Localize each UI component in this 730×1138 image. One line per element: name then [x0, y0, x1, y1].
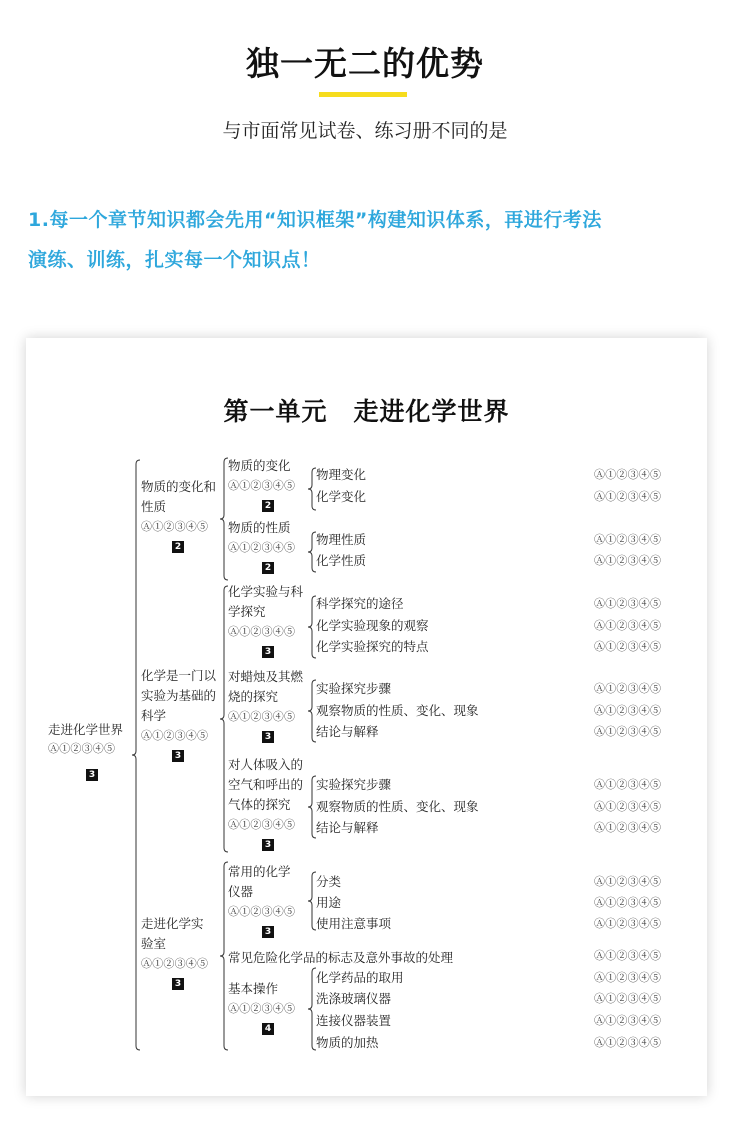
points-brace [308, 872, 316, 930]
root-label: 走进化学世界 [48, 722, 124, 737]
knowledge-point-code: Ⓐ①②③④⑤ [594, 468, 662, 481]
knowledge-point-code: Ⓐ①②③④⑤ [594, 640, 662, 653]
knowledge-point-code: Ⓐ①②③④⑤ [594, 800, 662, 813]
chapter-3-brace [220, 862, 228, 1050]
chapter-label-line: 实验为基础的 [141, 688, 217, 703]
points-brace [308, 968, 316, 1050]
knowledge-point-label: 结论与解释 [316, 724, 379, 739]
knowledge-point-label: 实验探究步骤 [316, 681, 392, 696]
difficulty-badge: 2 [172, 541, 184, 553]
knowledge-point-code: Ⓐ①②③④⑤ [594, 554, 662, 567]
section-label-line: 空气和呼出的 [228, 777, 304, 792]
section-label-line: 物质的性质 [228, 520, 291, 535]
difficulty-badge: 3 [262, 839, 274, 851]
knowledge-point-label: 物理变化 [316, 467, 367, 482]
knowledge-point-code: Ⓐ①②③④⑤ [594, 1036, 662, 1049]
knowledge-point-label: 连接仪器装置 [316, 1013, 392, 1028]
knowledge-point-code: Ⓐ①②③④⑤ [594, 704, 662, 717]
points-brace [308, 532, 316, 572]
difficulty-badge: 3 [262, 646, 274, 658]
difficulty-badge: 2 [262, 562, 274, 574]
chapter-code: Ⓐ①②③④⑤ [141, 520, 209, 533]
advantage-point-line-2: 演练、训练，扎实每一个知识点！ [28, 249, 321, 271]
headline: 独一无二的优势 [246, 44, 484, 83]
section-code: Ⓐ①②③④⑤ [228, 710, 296, 723]
section-label-line: 常用的化学 [228, 864, 291, 879]
section-code: Ⓐ①②③④⑤ [228, 818, 296, 831]
chapter-code: Ⓐ①②③④⑤ [141, 729, 209, 742]
knowledge-point-code: Ⓐ①②③④⑤ [594, 875, 662, 888]
section-label-line: 物质的变化 [228, 458, 291, 473]
section-code: Ⓐ①②③④⑤ [228, 905, 296, 918]
knowledge-point-code: Ⓐ①②③④⑤ [594, 896, 662, 909]
difficulty-badge: 2 [262, 500, 274, 512]
section-code: Ⓐ①②③④⑤ [228, 541, 296, 554]
knowledge-point-code: Ⓐ①②③④⑤ [594, 917, 662, 930]
difficulty-badge: 3 [86, 769, 98, 781]
knowledge-point-label: 化学变化 [316, 489, 367, 504]
difficulty-badge: 3 [172, 978, 184, 990]
knowledge-point-code: Ⓐ①②③④⑤ [594, 992, 662, 1005]
knowledge-point-label: 用途 [316, 895, 342, 910]
root-brace [132, 460, 140, 1050]
knowledge-point-code: Ⓐ①②③④⑤ [594, 949, 662, 962]
chapter-label-line: 性质 [141, 499, 167, 514]
chapter-label-line: 科学 [141, 708, 167, 723]
knowledge-point-label: 化学实验现象的观察 [316, 618, 429, 633]
section-code: Ⓐ①②③④⑤ [228, 625, 296, 638]
knowledge-point-label: 科学探究的途径 [316, 596, 404, 611]
knowledge-point-label: 物质的加热 [316, 1035, 379, 1050]
knowledge-point-label: 化学药品的取用 [316, 970, 404, 985]
points-brace [308, 776, 316, 838]
chapter-label-line: 走进化学实 [141, 916, 204, 931]
section-label-line: 常见危险化学品的标志及意外事故的处理 [228, 950, 454, 965]
knowledge-point-code: Ⓐ①②③④⑤ [594, 682, 662, 695]
knowledge-point-code: Ⓐ①②③④⑤ [594, 778, 662, 791]
knowledge-point-code: Ⓐ①②③④⑤ [594, 725, 662, 738]
section-code: Ⓐ①②③④⑤ [228, 479, 296, 492]
section-label-line: 对人体吸入的 [228, 757, 304, 772]
knowledge-point-label: 使用注意事项 [316, 916, 392, 931]
difficulty-badge: 4 [262, 1023, 274, 1035]
knowledge-point-code: Ⓐ①②③④⑤ [594, 971, 662, 984]
chapter-code: Ⓐ①②③④⑤ [141, 957, 209, 970]
knowledge-point-label: 化学实验探究的特点 [316, 639, 429, 654]
knowledge-point-label: 化学性质 [316, 553, 367, 568]
chapter-label-line: 验室 [141, 936, 167, 951]
section-label-line: 基本操作 [228, 981, 279, 996]
knowledge-point-label: 实验探究步骤 [316, 777, 392, 792]
section-label-line: 对蜡烛及其燃 [228, 669, 304, 684]
knowledge-point-label: 分类 [316, 874, 342, 889]
chapter-label-line: 化学是一门以 [141, 668, 217, 683]
knowledge-point-code: Ⓐ①②③④⑤ [594, 490, 662, 503]
section-label-line: 学探究 [228, 604, 266, 619]
difficulty-badge: 3 [262, 731, 274, 743]
knowledge-point-label: 结论与解释 [316, 820, 379, 835]
difficulty-badge: 3 [172, 750, 184, 762]
chapter-2-brace [220, 586, 228, 852]
difficulty-badge: 3 [262, 926, 274, 938]
knowledge-point-label: 洗涤玻璃仪器 [316, 991, 392, 1006]
root-code: Ⓐ①②③④⑤ [48, 742, 116, 755]
subtitle: 与市面常见试卷、练习册不同的是 [222, 120, 508, 142]
knowledge-point-code: Ⓐ①②③④⑤ [594, 821, 662, 834]
advantage-point-line-1: 1.每一个章节知识都会先用“知识框架”构建知识体系，再进行考法 [28, 209, 602, 231]
knowledge-point-label: 物理性质 [316, 532, 367, 547]
points-brace [308, 680, 316, 742]
unit-title: 第一单元 走进化学世界 [223, 397, 510, 426]
section-label-line: 气体的探究 [228, 797, 291, 812]
points-brace [308, 468, 316, 510]
chapter-1-brace [220, 458, 228, 580]
knowledge-point-label: 观察物质的性质、变化、现象 [316, 703, 479, 718]
knowledge-point-label: 观察物质的性质、变化、现象 [316, 799, 479, 814]
points-brace [308, 596, 316, 658]
knowledge-point-code: Ⓐ①②③④⑤ [594, 597, 662, 610]
knowledge-point-code: Ⓐ①②③④⑤ [594, 1014, 662, 1027]
section-label-line: 仪器 [228, 884, 254, 899]
section-code: Ⓐ①②③④⑤ [228, 1002, 296, 1015]
section-label-line: 化学实验与科 [228, 584, 304, 599]
chapter-label-line: 物质的变化和 [141, 479, 217, 494]
knowledge-point-code: Ⓐ①②③④⑤ [594, 619, 662, 632]
section-label-line: 烧的探究 [228, 689, 279, 704]
knowledge-point-code: Ⓐ①②③④⑤ [594, 533, 662, 546]
